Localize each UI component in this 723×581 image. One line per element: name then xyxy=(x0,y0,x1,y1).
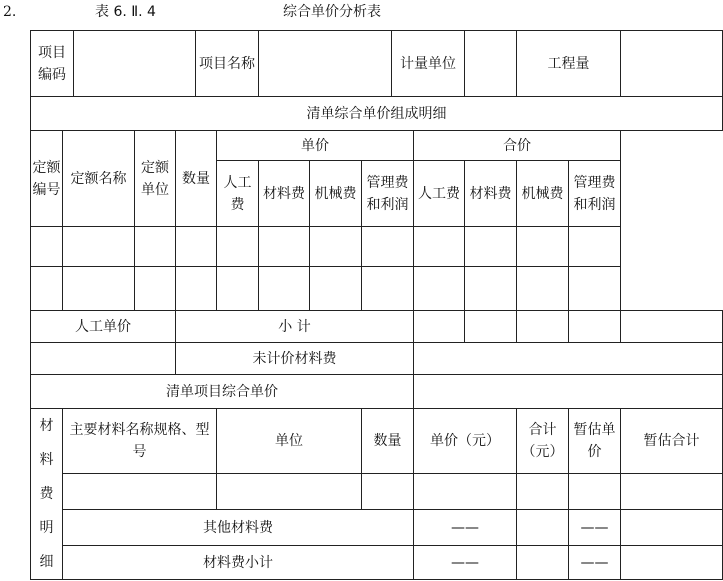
table-cell[interactable] xyxy=(217,227,259,267)
table-cell[interactable] xyxy=(465,311,517,343)
combined-unit-price-label: 清单项目综合单价 xyxy=(31,375,414,409)
table-cell[interactable] xyxy=(362,267,414,311)
dash: —— xyxy=(569,510,621,546)
table-cell[interactable] xyxy=(414,474,517,510)
table-cell[interactable] xyxy=(310,267,362,311)
labor-unit-price-label: 人工单价 xyxy=(31,311,176,343)
est-unit-price-header: 暂估单价 xyxy=(569,409,621,474)
material-name-spec-header: 主要材料名称规格、型号 xyxy=(63,409,217,474)
mgmt-profit-header: 管理费和利润 xyxy=(362,161,414,227)
unit-value[interactable] xyxy=(465,31,517,97)
table-cell[interactable] xyxy=(63,227,135,267)
material-row xyxy=(31,474,723,510)
table-cell[interactable] xyxy=(414,227,465,267)
other-material-label: 其他材料费 xyxy=(63,510,414,546)
table-cell[interactable] xyxy=(621,546,723,580)
dash: —— xyxy=(414,546,517,580)
subtotal-row xyxy=(31,311,723,343)
table-cell[interactable] xyxy=(63,474,217,510)
item-code-label: 项目编码 xyxy=(31,31,74,97)
detail-title: 清单综合单价组成明细 xyxy=(31,97,723,131)
detail-title-row xyxy=(31,97,723,131)
table-cell[interactable] xyxy=(310,227,362,267)
unit-price-analysis-table xyxy=(30,30,723,580)
labor-header: 人工费 xyxy=(217,161,259,227)
table-cell[interactable] xyxy=(517,510,569,546)
table-cell[interactable] xyxy=(217,267,259,311)
item-info-row xyxy=(31,31,723,97)
unpriced-material-label: 未计价材料费 xyxy=(176,343,414,375)
table-cell[interactable] xyxy=(517,267,569,311)
combined-price-row xyxy=(31,375,723,409)
table-cell[interactable] xyxy=(621,510,723,546)
table-cell[interactable] xyxy=(135,267,176,311)
table-cell[interactable] xyxy=(362,474,414,510)
table-row xyxy=(31,267,723,311)
quota-unit-header: 定额单位 xyxy=(135,131,176,227)
table-cell[interactable] xyxy=(176,267,217,311)
table-number: 表 6. Ⅱ. 4 xyxy=(95,4,156,20)
table-cell[interactable] xyxy=(621,474,723,510)
unpriced-material-row xyxy=(31,343,723,375)
table-cell[interactable] xyxy=(176,227,217,267)
item-name-value[interactable] xyxy=(259,31,392,97)
table-cell[interactable] xyxy=(569,311,621,343)
total-machine-header: 机械费 xyxy=(517,161,569,227)
unpriced-material-value[interactable] xyxy=(414,343,723,375)
material-subtotal-label: 材料费小计 xyxy=(63,546,414,580)
quantity-label: 工程量 xyxy=(517,31,621,97)
table-cell[interactable] xyxy=(517,474,569,510)
table-cell[interactable] xyxy=(63,267,135,311)
dash: —— xyxy=(414,510,517,546)
material-total-header: 合计（元） xyxy=(517,409,569,474)
est-total-header: 暂估合计 xyxy=(621,409,723,474)
material-subtotal-row xyxy=(31,546,723,580)
column-group-row xyxy=(31,131,723,161)
total-labor-header: 人工费 xyxy=(414,161,465,227)
table-cell[interactable] xyxy=(465,227,517,267)
total-material-header: 材料费 xyxy=(465,161,517,227)
material-header-row xyxy=(31,409,723,474)
table-cell[interactable] xyxy=(517,546,569,580)
material-unit-price-header: 单价（元） xyxy=(414,409,517,474)
unit-label: 计量单位 xyxy=(392,31,465,97)
table-cell[interactable] xyxy=(465,267,517,311)
table-cell[interactable] xyxy=(31,267,63,311)
table-cell[interactable] xyxy=(517,227,569,267)
combined-unit-price-value[interactable] xyxy=(414,375,723,409)
material-header: 材料费 xyxy=(259,161,310,227)
labor-unit-price-value[interactable] xyxy=(31,343,176,375)
table-cell[interactable] xyxy=(362,227,414,267)
table-cell[interactable] xyxy=(569,474,621,510)
quantity-value[interactable] xyxy=(621,31,723,97)
quota-code-header: 定额编号 xyxy=(31,131,63,227)
other-material-row xyxy=(31,510,723,546)
total-mgmt-profit-header: 管理费和利润 xyxy=(569,161,621,227)
total-group-header: 合价 xyxy=(414,131,621,161)
table-cell[interactable] xyxy=(217,474,362,510)
quota-name-header: 定额名称 xyxy=(63,131,135,227)
table-cell[interactable] xyxy=(259,267,310,311)
quantity-header: 数量 xyxy=(176,131,217,227)
table-cell[interactable] xyxy=(569,227,621,267)
table-title: 综合单价分析表 xyxy=(283,4,381,20)
table-cell[interactable] xyxy=(569,267,621,311)
table-cell[interactable] xyxy=(259,227,310,267)
material-quantity-header: 数量 xyxy=(362,409,414,474)
table-cell[interactable] xyxy=(517,311,569,343)
item-name-label: 项目名称 xyxy=(196,31,259,97)
machine-header: 机械费 xyxy=(310,161,362,227)
unit-price-group-header: 单价 xyxy=(217,131,414,161)
table-cell[interactable] xyxy=(135,227,176,267)
section-number: 2. xyxy=(3,4,17,20)
dash: —— xyxy=(569,546,621,580)
table-cell[interactable] xyxy=(414,311,465,343)
table-cell[interactable] xyxy=(31,227,63,267)
item-code-value[interactable] xyxy=(74,31,196,97)
material-unit-header: 单位 xyxy=(217,409,362,474)
table-cell[interactable] xyxy=(621,311,723,343)
material-detail-side-label: 材 料 费 明 细 xyxy=(31,409,63,580)
table-row xyxy=(31,227,723,267)
table-cell[interactable] xyxy=(414,267,465,311)
subtotal-label: 小 计 xyxy=(176,311,414,343)
